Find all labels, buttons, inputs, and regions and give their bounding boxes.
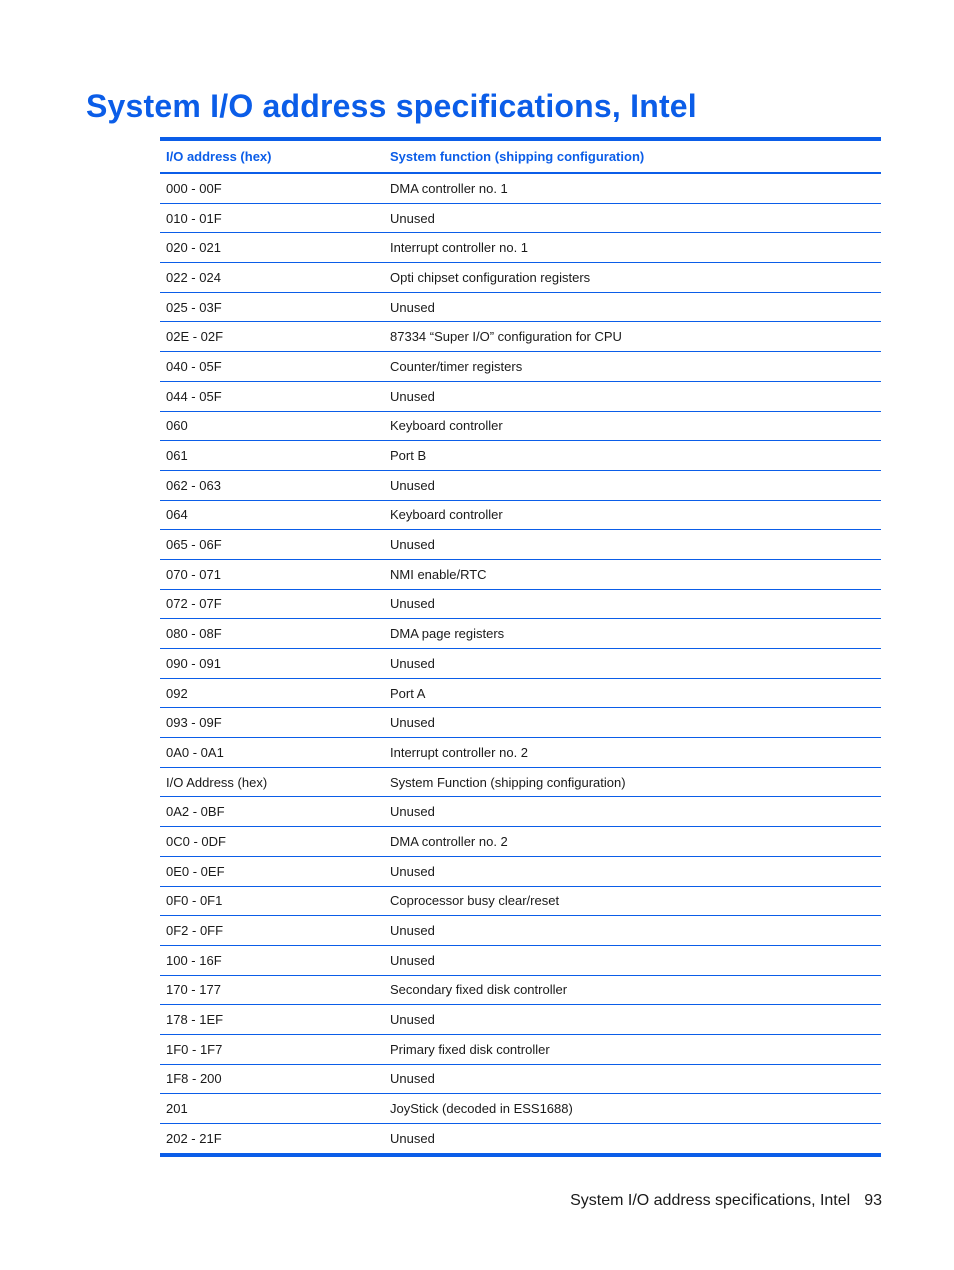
address-cell: 025 - 03F [160,292,384,322]
function-cell: Unused [384,589,881,619]
address-cell: 093 - 09F [160,708,384,738]
function-cell: Coprocessor busy clear/reset [384,886,881,916]
table-row [160,263,881,293]
address-cell: 064 [160,500,384,530]
address-cell: 040 - 05F [160,352,384,382]
table-row [160,1094,881,1124]
address-cell: 020 - 021 [160,233,384,263]
table-row [160,797,881,827]
function-cell: NMI enable/RTC [384,559,881,589]
table-row [160,530,881,560]
address-cell: 022 - 024 [160,263,384,293]
table-row [160,619,881,649]
table-row [160,708,881,738]
table-row [160,945,881,975]
table-row [160,559,881,589]
function-cell: DMA controller no. 2 [384,827,881,857]
address-cell: I/O Address (hex) [160,767,384,797]
function-cell: 87334 “Super I/O” configuration for CPU [384,322,881,352]
table-row [160,470,881,500]
address-cell: 170 - 177 [160,975,384,1005]
address-cell: 0E0 - 0EF [160,856,384,886]
table-row [160,678,881,708]
address-cell: 010 - 01F [160,203,384,233]
table-row [160,292,881,322]
table-row [160,441,881,471]
function-cell: Keyboard controller [384,500,881,530]
address-cell: 02E - 02F [160,322,384,352]
address-cell: 070 - 071 [160,559,384,589]
function-cell: Counter/timer registers [384,352,881,382]
address-cell: 1F8 - 200 [160,1064,384,1094]
address-cell: 044 - 05F [160,381,384,411]
address-cell: 178 - 1EF [160,1005,384,1035]
table-row [160,589,881,619]
table-row [160,886,881,916]
page-footer [570,1192,882,1210]
function-cell: DMA controller no. 1 [384,173,881,203]
function-cell: Unused [384,1064,881,1094]
function-cell: Unused [384,530,881,560]
table-row [160,500,881,530]
table-row [160,649,881,679]
address-cell: 201 [160,1094,384,1124]
table-row [160,767,881,797]
table-body [160,173,881,1155]
function-cell: Interrupt controller no. 1 [384,233,881,263]
table-row [160,856,881,886]
function-cell: Unused [384,797,881,827]
function-cell: Unused [384,470,881,500]
page-title: System I/O address specifications, Intel [86,88,697,124]
address-cell: 092 [160,678,384,708]
table-row [160,173,881,203]
address-cell: 072 - 07F [160,589,384,619]
address-cell: 0F2 - 0FF [160,916,384,946]
address-cell: 090 - 091 [160,649,384,679]
table-row [160,827,881,857]
function-cell: Port A [384,678,881,708]
address-cell: 080 - 08F [160,619,384,649]
table-row [160,203,881,233]
function-cell: Secondary fixed disk controller [384,975,881,1005]
function-cell: Unused [390,1130,435,1146]
table-row [160,352,881,382]
address-cell: 100 - 16F [160,945,384,975]
table-row [160,975,881,1005]
function-cell: Interrupt controller no. 2 [384,738,881,768]
function-cell: Unused [384,381,881,411]
function-cell: System Function (shipping configuration) [384,767,881,797]
table-row [160,916,881,946]
table-row [160,738,881,768]
function-cell: Port B [384,441,881,471]
table-row [160,1034,881,1064]
address-cell: 0F0 - 0F1 [160,886,384,916]
function-cell: Unused [384,649,881,679]
function-cell: Unused [384,916,881,946]
function-cell: Keyboard controller [384,411,881,441]
page-number: 93 [864,1192,882,1209]
function-cell: Unused [384,945,881,975]
address-cell: 0A0 - 0A1 [160,738,384,768]
function-cell: Primary fixed disk controller [384,1034,881,1064]
function-cell: Unused [384,292,881,322]
table-row [160,1124,881,1155]
function-cell: DMA page registers [384,619,881,649]
address-cell: 202 - 21F [166,1130,222,1146]
column-header-function: System function (shipping configuration) [384,139,881,173]
address-cell: 000 - 00F [160,173,384,203]
address-cell: 061 [160,441,384,471]
function-cell: Unused [384,203,881,233]
column-header-address: I/O address (hex) [160,139,384,173]
address-cell: 1F0 - 1F7 [160,1034,384,1064]
function-cell: Opti chipset configuration registers [384,263,881,293]
table-row [160,1064,881,1094]
function-cell: Unused [384,708,881,738]
function-cell: Unused [384,856,881,886]
table-row [160,411,881,441]
function-cell: JoyStick (decoded in ESS1688) [384,1094,881,1124]
function-cell: Unused [384,1005,881,1035]
table-row [160,381,881,411]
table-header-row [160,139,881,173]
address-cell: 065 - 06F [160,530,384,560]
address-cell: 060 [160,411,384,441]
table-row [160,1005,881,1035]
table-row [160,233,881,263]
table-row [160,322,881,352]
address-cell: 0A2 - 0BF [160,797,384,827]
io-address-table [160,137,881,1157]
address-cell: 0C0 - 0DF [160,827,384,857]
address-cell: 062 - 063 [160,470,384,500]
footer-title: System I/O address specifications, Intel [570,1192,851,1209]
